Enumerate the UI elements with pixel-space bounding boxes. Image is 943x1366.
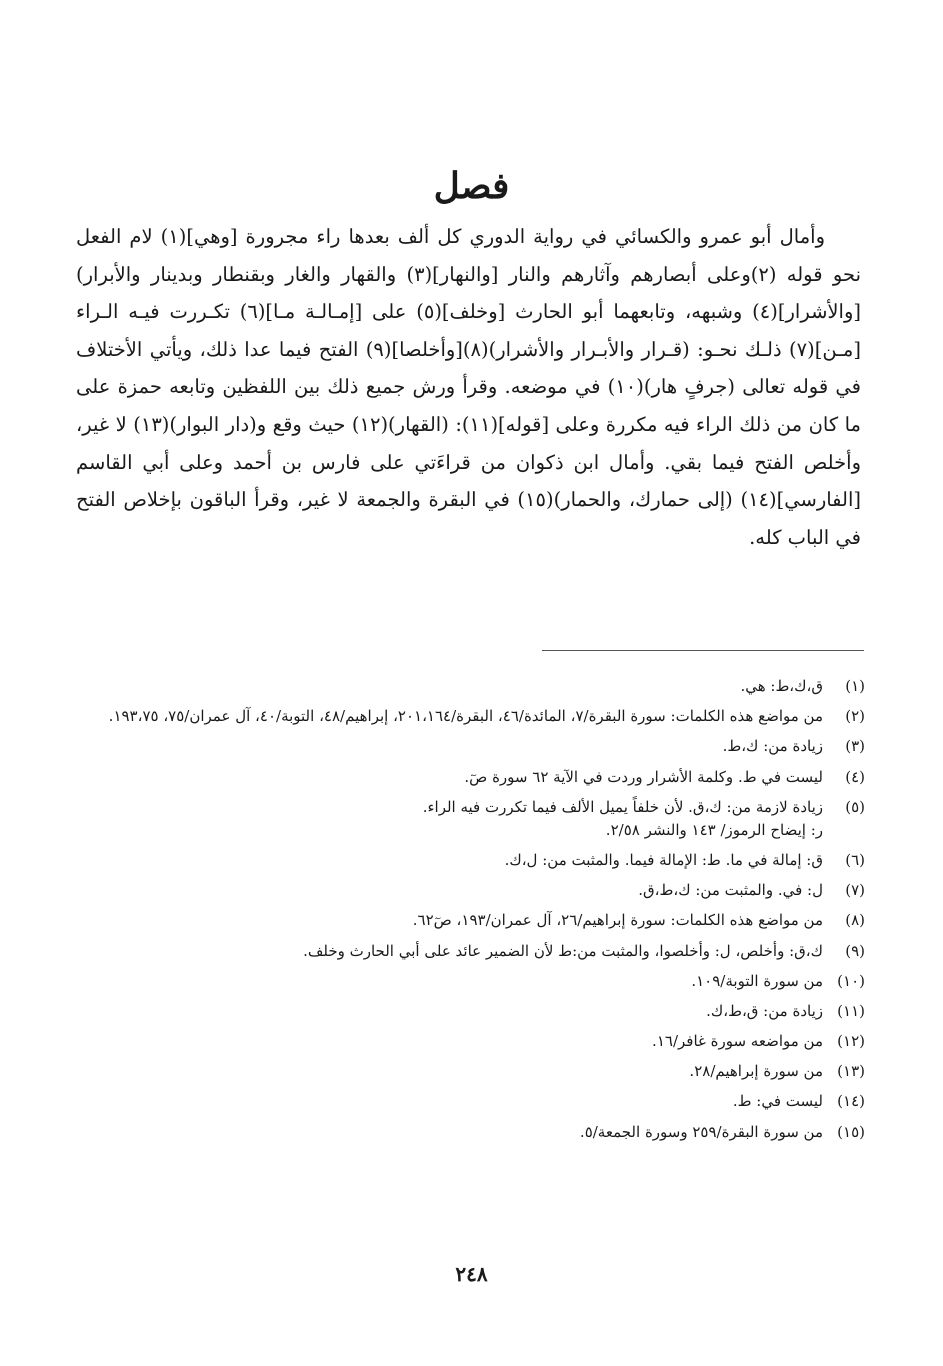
- footnote-number: (١٢): [837, 1032, 865, 1051]
- footnote-number: (١): [845, 677, 865, 695]
- footnote-item: [95, 909, 865, 932]
- footnote-item: [95, 766, 865, 789]
- footnote-item: [95, 705, 865, 728]
- section-title: فصل: [433, 165, 510, 207]
- page-number: ٢٤٨: [455, 1262, 488, 1286]
- footnote-item: [95, 940, 865, 963]
- footnote-item: [95, 1090, 865, 1113]
- footnote-number: (١١): [837, 1001, 865, 1020]
- footnote-text: من سورة البقرة/٢٥٩ وسورة الجمعة/٥.: [579, 1122, 823, 1141]
- footnote-number: (٢): [845, 707, 865, 726]
- footnote-number: (٥): [845, 797, 865, 816]
- footnote-text: ق،ك،ط: هي.: [740, 677, 823, 695]
- footnote-text: من سورة إبراهيم/٢٨.: [689, 1062, 823, 1081]
- footnote-number: (١٥): [837, 1122, 865, 1141]
- paragraph-text: وأمال أبو عمرو والكسائي في رواية الدوري كل ألف بعدها راء مجرورة [وهي](١) لام الفعل نحو قوله (٢)وعلى أبصارهم وآثارهم والنار [والنهار](٣) والقهار والغار وبقنطار وبدينار والأبرار) [والأشرار](٤) وشبهه، وتابعهما أبو الحارث [وخلف](٥) على [إمـالـة مـا](٦) تكـررت فيـه الـراء [مـن](٧) ذلـك نحـو: (قـرار والأبـرار والأشرار)(٨)[وأخلصا](٩) الفتح فيما عدا ذلك، ويأتي الأختلاف في قوله تعالى (جرفٍ هار)(١٠) في موضعه. وقرأ ورش جميع ذلك بين اللفظين وتابعه حمزة على ما كان من ذلك الراء فيه مكررة وعلى [قوله](١١): (القهار)(١٢) حيث وقع و(دار البوار)(١٣) لا غير، وأخلص الفتح فيما بقي. وأمال ابن ذكوان من قراءَتي على فارس بن أحمد وعلى أبي القاسم [الفارسي](١٤) (إلى حمارك، والحمار)(١٥) في البقرة والجمعة لا غير، وقرأ الباقون بإخلاص الفتح في الباب كله.: [76, 225, 862, 549]
- footnote-number: (٩): [845, 941, 865, 960]
- footnote-text: ق: إمالة في ما. ط: الإمالة فيما. والمثبت من: ل،ك.: [504, 850, 823, 869]
- main-paragraph: [76, 218, 861, 556]
- footnote-text: ك،ق: وأخلص، ل: وأخلصوا، والمثبت من:ط لأن الضمير عائد على أبي الحارث وخلف.: [303, 941, 823, 960]
- footnote-number: (١٣): [837, 1062, 865, 1081]
- footnote-item: [95, 970, 865, 993]
- footnote-text: من سورة التوبة/١٠٩.: [691, 971, 823, 990]
- footnote-text: زيادة من: ق،ط،ك.: [706, 1001, 823, 1020]
- footnote-item: [95, 796, 865, 842]
- footnotes-list: [95, 675, 865, 1151]
- footnote-item: [95, 675, 865, 698]
- footnote-text: ليست في: ط.: [732, 1092, 823, 1111]
- footnote-reference: ر: إيضاح الرموز/ ١٤٣ والنشر ٢/٥٨.: [605, 820, 823, 839]
- footnote-text: من مواضع هذه الكلمات: سورة البقرة/٧، المائدة/٤٦، البقرة/٢٠١،١٦٤، إبراهيم/٤٨، التوبة/٤٠، آل عمران/٧٥، ١٩٣،٧٥.: [108, 707, 823, 726]
- footnote-item: [95, 1060, 865, 1083]
- footnote-text: من مواضعه سورة غافر/١٦.: [652, 1032, 823, 1051]
- footnote-text: ليست في ط. وكلمة الأشرار وردت في الآية ٦٢ سورة صٓ.: [464, 767, 823, 786]
- footnote-number: (٦): [845, 850, 865, 869]
- footnote-text: زيادة من: ك،ط.: [722, 737, 823, 756]
- footnote-item: [95, 735, 865, 758]
- footnote-number: (٧): [845, 881, 865, 900]
- footnote-number: (٣): [845, 737, 865, 756]
- footnote-item: [95, 1030, 865, 1053]
- footnote-text: زيادة لازمة من: ك،ق. لأن خلفاً يميل الألف فيما تكررت فيه الراء.: [422, 797, 823, 816]
- footnote-item: [95, 1121, 865, 1144]
- footnote-text: من مواضع هذه الكلمات: سورة إبراهيم/٢٦، آل عمران/١٩٣، صٓ٦٢.: [412, 911, 823, 930]
- footnote-item: [95, 879, 865, 902]
- footnote-number: (٨): [845, 911, 865, 930]
- footnote-number: (١٤): [837, 1092, 865, 1111]
- footnote-item: [95, 849, 865, 872]
- footnote-text: ل: في. والمثبت من: ك،ط،ق.: [638, 881, 823, 900]
- footnote-item: [95, 1000, 865, 1023]
- footnote-body: [95, 796, 823, 842]
- footnote-separator: [542, 650, 864, 651]
- footnote-number: (٤): [845, 767, 865, 786]
- footnote-number: (١٠): [837, 971, 865, 990]
